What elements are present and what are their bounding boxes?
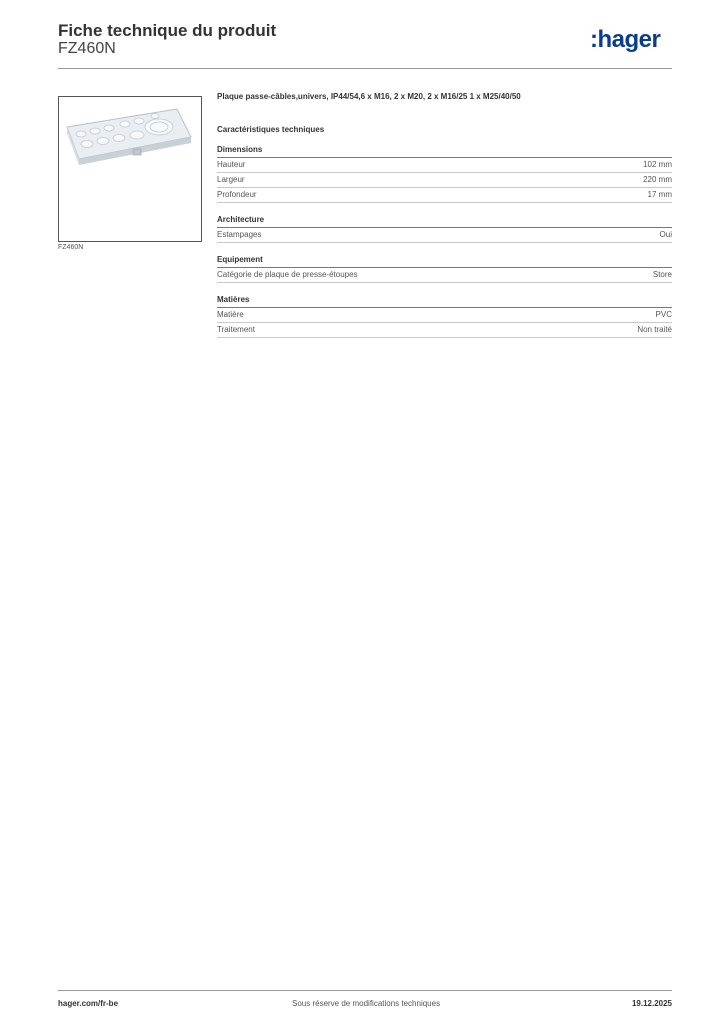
spec-label: Catégorie de plaque de presse-étoupes: [217, 270, 358, 279]
spec-group-title: Architecture: [217, 215, 672, 228]
spec-row: [217, 173, 672, 188]
image-caption: FZ460N: [58, 244, 84, 251]
spec-group-title: Dimensions: [217, 145, 672, 158]
spec-label: Profondeur: [217, 190, 257, 199]
spec-row: [217, 323, 672, 338]
spec-value: 102 mm: [643, 160, 672, 169]
spec-value: Non traité: [637, 325, 672, 334]
spec-label: Hauteur: [217, 160, 246, 169]
product-image-frame: [58, 96, 202, 242]
spec-value: 17 mm: [647, 190, 672, 199]
spec-group-architecture: [217, 215, 672, 243]
spec-row: [217, 308, 672, 323]
logo-text: hager: [597, 26, 661, 53]
spec-value: 220 mm: [643, 175, 672, 184]
hager-logo[interactable]: :hager: [590, 26, 661, 53]
specs-section-title: Caractéristiques techniques: [217, 125, 325, 134]
footer-divider: [58, 990, 672, 991]
product-reference: FZ460N: [58, 40, 116, 57]
cable-gland-plate-image: [59, 97, 201, 241]
spec-group-title: Equipement: [217, 255, 672, 268]
footer-date: 19.12.2025: [631, 999, 672, 1008]
spec-value: Store: [652, 270, 672, 279]
spec-value: Oui: [659, 230, 672, 239]
spec-group-matieres: [217, 295, 672, 338]
spec-value: PVC: [655, 310, 672, 319]
spec-row: [217, 228, 672, 243]
product-description: Plaque passe-câbles,univers, IP44/54,6 x M16, 2 x M20, 2 x M16/25 1 x M25/40/50: [217, 92, 521, 101]
footer-notice: Sous réserve de modifications techniques: [292, 999, 441, 1008]
page-title: Fiche technique du produit: [58, 21, 277, 40]
spec-group-equipement: [217, 255, 672, 283]
product-content: [217, 92, 672, 350]
footer-website-link[interactable]: hager.com/fr-be: [58, 999, 119, 1008]
spec-label: Matière: [217, 310, 244, 319]
spec-group-title: Matières: [217, 295, 672, 308]
spec-row: [217, 268, 672, 283]
spec-row: [217, 188, 672, 203]
spec-label: Estampages: [217, 230, 262, 239]
spec-row: [217, 158, 672, 173]
spec-group-dimensions: [217, 145, 672, 203]
spec-label: Largeur: [217, 175, 245, 184]
header-divider: [58, 68, 672, 69]
spec-label: Traitement: [217, 325, 255, 334]
